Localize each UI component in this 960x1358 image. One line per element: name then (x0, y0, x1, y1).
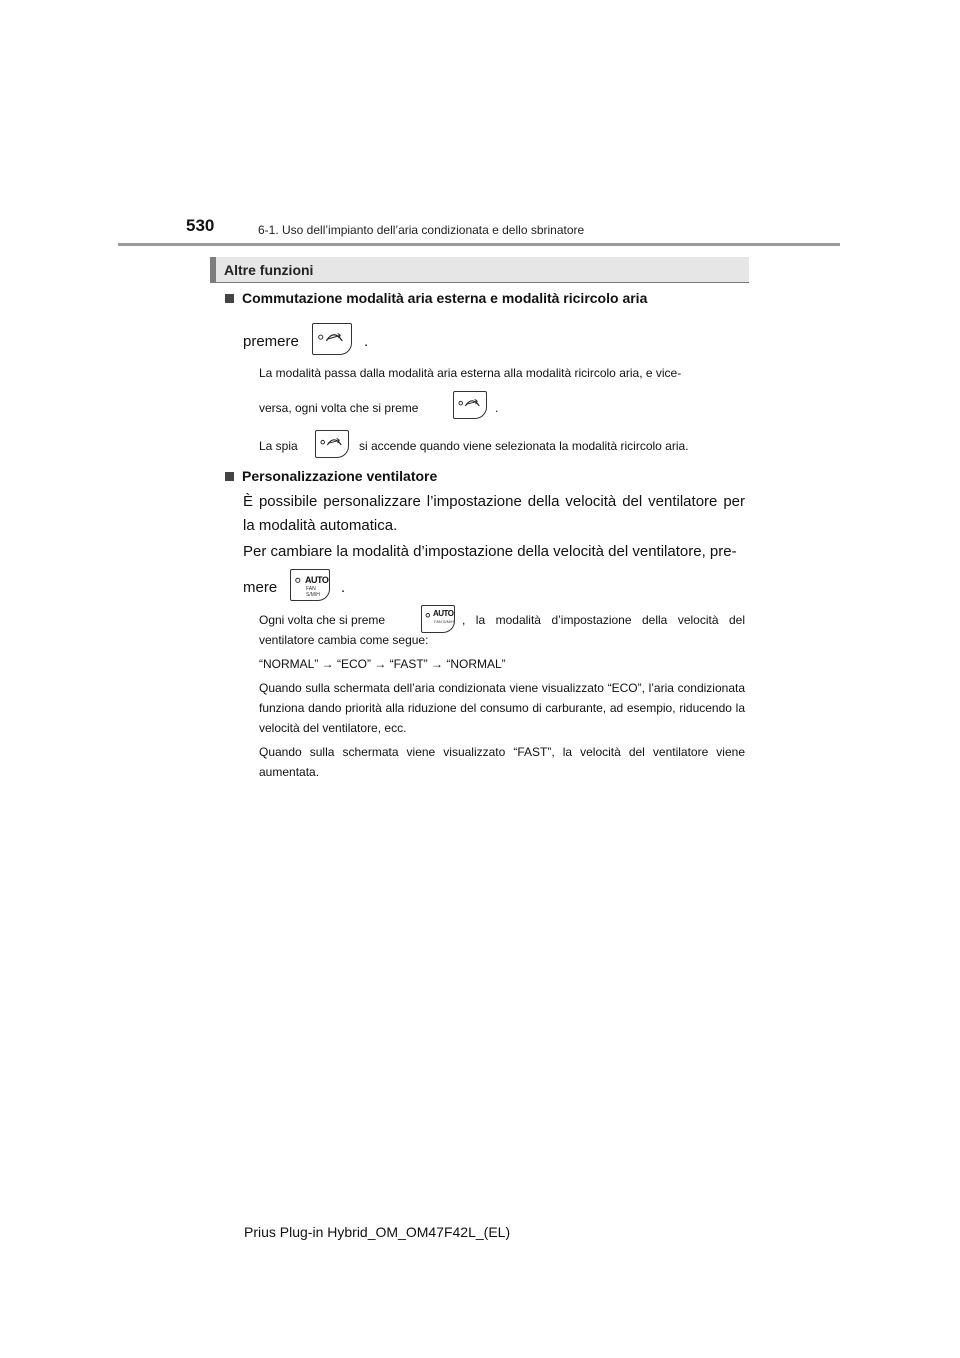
fan-heading: Personalizzazione ventilatore (242, 468, 438, 484)
auto-button-sublabel: FAN S/M/H (434, 619, 455, 624)
page-number: 530 (186, 216, 215, 235)
recirc-note-1-line-2: versa, ogni volta che si preme (259, 401, 419, 415)
auto-button-label: AUTO (433, 609, 454, 618)
bullet-square-icon (225, 294, 234, 303)
fan-fast-note: Quando sulla schermata viene visualizzato “FAST”, la velocità del ventilatore viene aumentata. (259, 745, 745, 779)
auto-button-icon (290, 569, 330, 601)
fan-paragraph-2-period: . (341, 579, 346, 596)
recirculation-indicator-icon (315, 430, 349, 458)
fan-paragraph-2-line-2: mere (243, 579, 278, 596)
recirc-instruction-text: premere (243, 333, 299, 350)
recirc-note-1-line-1: La modalità passa dalla modalità aria esterna alla modalità ricircolo aria, e vice- (259, 366, 682, 380)
recirculation-button-icon (312, 323, 352, 355)
fan-note-1-end: , la modalità d’impostazione della velocità del (462, 613, 745, 627)
recirc-instruction-period: . (364, 333, 369, 350)
fan-mode-sequence: “NORMAL” → “ECO” → “FAST” → “NORMAL” (259, 657, 506, 671)
footer-document-id: Prius Plug-in Hybrid_OM_OM47F42L_(EL) (244, 1224, 511, 1240)
section-bar-accent (210, 257, 216, 283)
auto-button-icon (421, 605, 455, 633)
fan-eco-note: Quando sulla schermata dell’aria condizionata viene visualizzato “ECO”, l’aria condizionata funziona dando priorità alla riduzione del consumo di carburante, ad esempio, riducendo la velocità del ventilatore, ecc. (259, 681, 745, 735)
auto-button-label: AUTO (305, 575, 329, 585)
recirc-note-2-text: si accende quando viene selezionata la modalità ricircolo aria. (359, 439, 689, 453)
recirc-note-1-period: . (495, 401, 499, 415)
bullet-square-icon (225, 472, 234, 481)
auto-button-sublabel: FAN S/M/H (306, 586, 320, 598)
section-title: 6-1. Uso dell’impianto dell’aria condizionata e dello sbrinatore (258, 223, 585, 237)
fan-note-1-line-2: ventilatore cambia come segue: (259, 633, 429, 647)
fan-paragraph-2-line-1: Per cambiare la modalità d’impostazione della velocità del ventilatore, pre- (243, 543, 737, 560)
section-bar-title: Altre funzioni (224, 262, 314, 278)
fan-note-1-start: Ogni volta che si preme (259, 613, 386, 627)
recirc-note-2-label: La spia (259, 439, 298, 453)
recirc-heading: Commutazione modalità aria esterna e modalità ricircolo aria (242, 290, 648, 306)
header-rule (118, 243, 840, 246)
recirculation-button-icon (453, 391, 487, 419)
fan-paragraph-1: È possibile personalizzare l’impostazione della velocità del ventilatore per la modalità automatica. (243, 493, 745, 534)
